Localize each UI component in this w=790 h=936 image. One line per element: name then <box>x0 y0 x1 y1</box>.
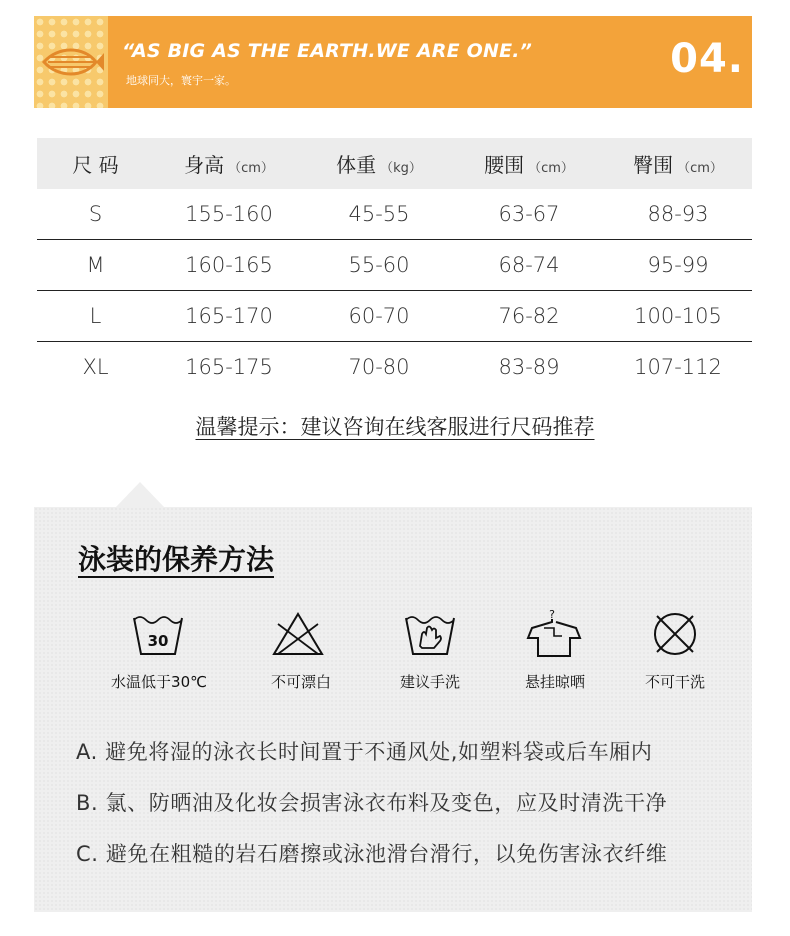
care-label-wash-temp: 水温低于30℃ <box>111 673 207 691</box>
cell-size: XL <box>82 355 109 379</box>
cell-weight: 70-80 <box>348 355 410 379</box>
logo-box <box>34 16 108 108</box>
cell-size: M <box>37 240 154 291</box>
care-label-no-bleach: 不可漂白 <box>270 673 331 691</box>
cell-waist: 76-82 <box>454 291 604 342</box>
cell-height: 165-170 <box>154 291 304 342</box>
no-dry-clean-icon <box>645 608 705 660</box>
cell-hip: 107-112 <box>634 355 722 379</box>
slogan: “AS BIG AS THE EARTH.WE ARE ONE.” <box>122 40 533 62</box>
cell-height: 155-160 <box>154 189 304 240</box>
cell-hip: 88-93 <box>604 189 752 240</box>
hang-dry-icon <box>524 608 584 660</box>
header-waist: 腰围 （cm） <box>454 138 604 189</box>
cell-weight: 55-60 <box>304 240 454 291</box>
slogan-subtitle: 地球同大，寰宇一家。 <box>126 74 236 87</box>
cell-height: 160-165 <box>154 240 304 291</box>
cell-size: S <box>37 189 154 240</box>
table-row <box>37 189 752 240</box>
wash-temp-badge: 30 <box>147 632 169 650</box>
hand-wash-icon <box>400 608 460 660</box>
cell-weight: 60-70 <box>304 291 454 342</box>
care-panel-notch <box>116 482 164 507</box>
section-number: 04. <box>670 36 744 82</box>
header-size: 尺 码 <box>37 138 154 189</box>
cell-weight: 45-55 <box>304 189 454 240</box>
cell-waist: 63-67 <box>454 189 604 240</box>
table-row <box>37 342 752 393</box>
cell-hip: 100-105 <box>604 291 752 342</box>
header-height: 身高 （cm） <box>154 138 304 189</box>
care-tip-b: B. 氯、防晒油及化妆会损害泳衣布料及变色，应及时清洗干净 <box>76 791 668 815</box>
header-banner <box>34 16 752 108</box>
care-label-hang-dry: 悬挂晾晒 <box>524 673 585 691</box>
header-hip: 臀围 （cm） <box>604 138 752 189</box>
care-tip-a: A. 避免将湿的泳衣长时间置于不通风处,如塑料袋或后车厢内 <box>76 740 653 764</box>
table-row <box>37 291 752 342</box>
table-row <box>37 240 752 291</box>
fish-logo-icon <box>38 44 106 80</box>
cell-waist: 68-74 <box>454 240 604 291</box>
no-bleach-icon <box>268 608 328 660</box>
size-tip: 温馨提示：建议咨询在线客服进行尺码推荐 <box>195 415 595 439</box>
svg-text:?: ? <box>549 608 555 621</box>
cell-height: 165-175 <box>185 355 273 379</box>
care-label-hand-wash: 建议手洗 <box>399 673 460 691</box>
header-weight: 体重 （kg） <box>304 138 454 189</box>
size-table <box>37 138 752 392</box>
care-title: 泳装的保养方法 <box>78 543 275 576</box>
care-tips-list <box>76 735 667 888</box>
care-label-no-dry-clean: 不可干洗 <box>644 673 705 691</box>
cell-size: L <box>37 291 154 342</box>
care-tip-c: C. 避免在粗糙的岩石磨擦或泳池滑台滑行，以免伤害泳衣纤维 <box>76 842 668 866</box>
wash-30-icon <box>128 608 188 660</box>
table-header-row <box>37 138 752 189</box>
cell-hip: 95-99 <box>604 240 752 291</box>
cell-waist: 83-89 <box>498 355 560 379</box>
